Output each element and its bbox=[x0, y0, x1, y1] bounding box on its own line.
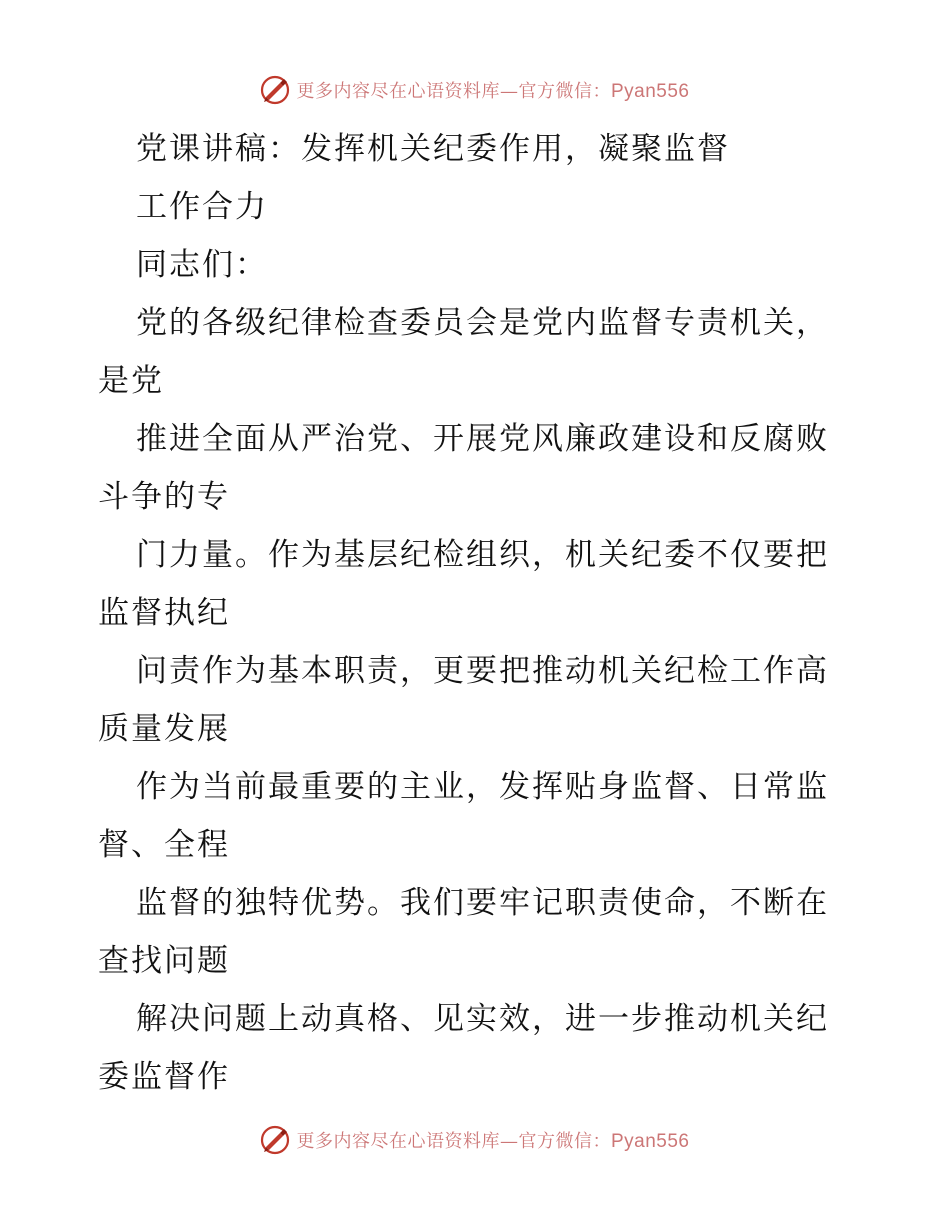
text-line: 解决问题上动真格、见实效，进一步推动机关纪 bbox=[136, 1001, 829, 1037]
text-line: 作为当前最重要的主业，发挥贴身监督、日常监 bbox=[136, 769, 829, 805]
text-line: 督、全程 bbox=[98, 827, 230, 863]
document-body bbox=[98, 120, 854, 1106]
header-banner bbox=[0, 70, 950, 110]
text-line: 党课讲稿：发挥机关纪委作用，凝聚监督 bbox=[136, 131, 730, 167]
banner-wechat-id: Pyan556 bbox=[610, 81, 690, 102]
text-line: 查找问题 bbox=[98, 943, 230, 979]
text-line: 监督执纪 bbox=[98, 595, 230, 631]
text-line: 是党 bbox=[98, 363, 164, 399]
text-line: 工作合力 bbox=[136, 189, 268, 225]
text-line: 斗争的专 bbox=[98, 479, 230, 515]
banner-text: 更多内容尽在心语资料库—官方微信：Pyan556 bbox=[296, 81, 690, 102]
text-line: 党的各级纪律检查委员会是党内监督专责机关， bbox=[136, 305, 829, 341]
text-line: 推进全面从严治党、开展党风廉政建设和反腐败 bbox=[136, 421, 829, 457]
text-line: 委监督作 bbox=[98, 1059, 230, 1095]
text-line: 门力量。作为基层纪检组织，机关纪委不仅要把 bbox=[136, 537, 829, 573]
text-line: 问责作为基本职责，更要把推动机关纪检工作高 bbox=[136, 653, 829, 689]
banner-wechat-id: Pyan556 bbox=[610, 1131, 690, 1152]
banner-text: 更多内容尽在心语资料库—官方微信：Pyan556 bbox=[296, 1131, 690, 1152]
pen-logo-icon bbox=[260, 75, 290, 105]
text-line: 监督的独特优势。我们要牢记职责使命，不断在 bbox=[136, 885, 829, 921]
text-line: 同志们： bbox=[136, 247, 268, 283]
pen-logo-icon bbox=[260, 1125, 290, 1155]
footer-banner bbox=[0, 1120, 950, 1160]
text-line: 质量发展 bbox=[98, 711, 230, 747]
